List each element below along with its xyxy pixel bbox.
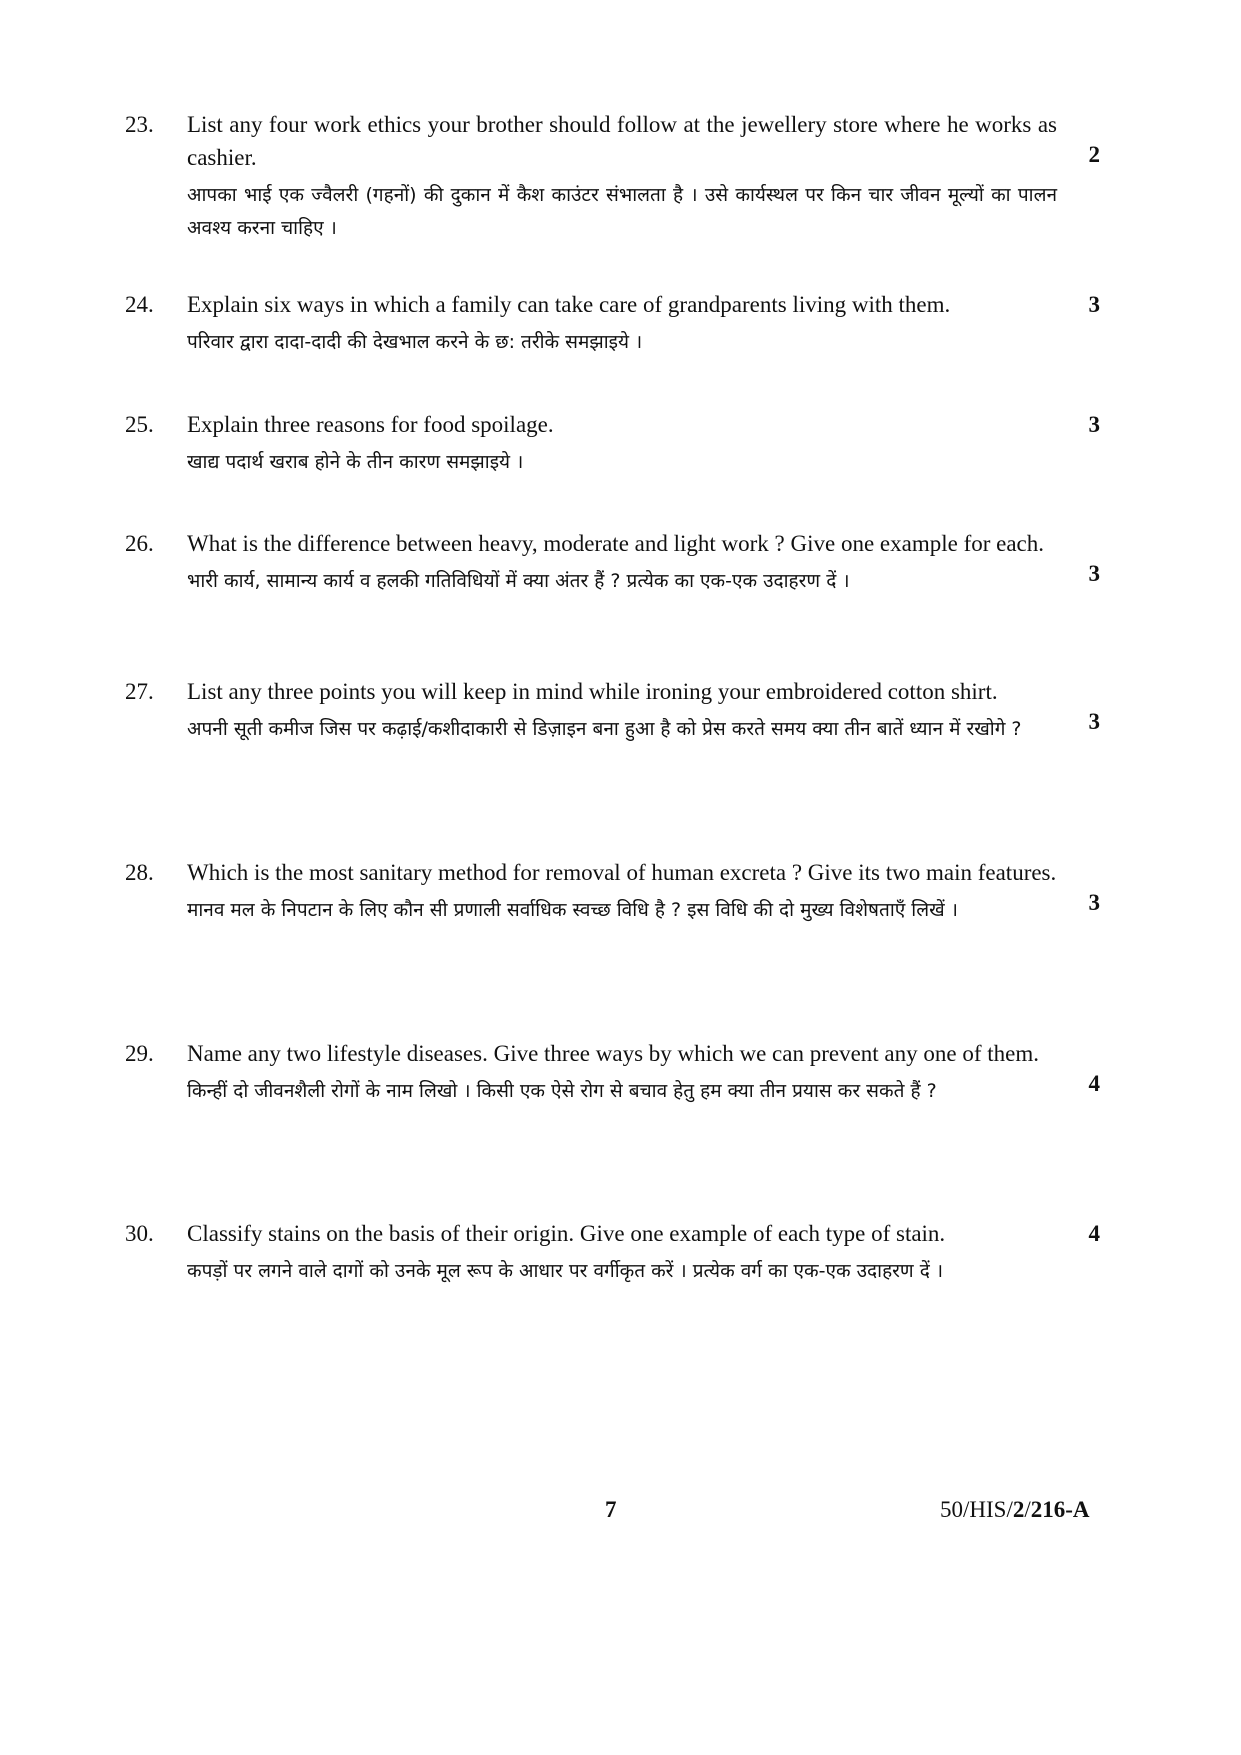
paper-code-part2: 216-A xyxy=(1030,1497,1090,1522)
question-text-english: What is the difference between heavy, moderate and light work ? Give one example for each. xyxy=(187,531,1045,556)
question-text-english: Which is the most sanitary method for removal of human excreta ? Give its two main features. xyxy=(187,860,1057,885)
question-text-hindi: आपका भाई एक ज्वैलरी (गहनों) की दुकान में कैश काउंटर संभालता है । उसे कार्यस्थल पर किन चार जीवन मूल्यों का पालन अवश्य करना चाहिए । xyxy=(187,184,1057,239)
paper-code-separator: / xyxy=(1024,1497,1031,1522)
question-marks: 4 xyxy=(1088,1221,1100,1246)
question-marks: 3 xyxy=(1088,561,1100,586)
question-number: 26. xyxy=(125,531,154,556)
paper-code-part1: 2 xyxy=(1012,1497,1025,1522)
question-number: 28. xyxy=(125,860,154,885)
question-text-english: Explain three reasons for food spoilage. xyxy=(187,412,554,437)
question-text-english: List any four work ethics your brother should follow at the jewellery store where he works as cashier. xyxy=(187,112,1057,170)
question-marks: 3 xyxy=(1088,292,1100,317)
page-number: 7 xyxy=(605,1497,617,1522)
question-number: 23. xyxy=(125,112,154,137)
question-text-hindi: खाद्य पदार्थ खराब होने के तीन कारण समझाइये । xyxy=(187,451,524,473)
question-text-english: Explain six ways in which a family can take care of grandparents living with them. xyxy=(187,292,951,317)
question-text-hindi: परिवार द्वारा दादा-दादी की देखभाल करने के छ: तरीके समझाइये । xyxy=(187,331,643,353)
question-text-hindi: कपड़ों पर लगने वाले दागों को उनके मूल रूप के आधार पर वर्गीकृत करें । प्रत्येक वर्ग का एक-एक उदाहरण दें । xyxy=(187,1260,944,1282)
question-number: 30. xyxy=(125,1221,154,1246)
question-number: 25. xyxy=(125,412,154,437)
question-text-hindi: भारी कार्य, सामान्य कार्य व हलकी गतिविधियों में क्या अंतर हैं ? प्रत्येक का एक-एक उदाहरण दें । xyxy=(187,570,850,592)
question-text-hindi: मानव मल के निपटान के लिए कौन सी प्रणाली सर्वाधिक स्वच्छ विधि है ? इस विधि की दो मुख्य विशेषताएँ लिखें । xyxy=(187,899,958,921)
question-text-english: Classify stains on the basis of their origin. Give one example of each type of stain. xyxy=(187,1221,946,1246)
question-text-english: Name any two lifestyle diseases. Give three ways by which we can prevent any one of them. xyxy=(187,1041,1039,1066)
question-marks: 4 xyxy=(1088,1071,1100,1096)
question-marks: 2 xyxy=(1088,142,1100,167)
question-number: 27. xyxy=(125,679,154,704)
paper-code-prefix: 50/HIS/ xyxy=(940,1497,1013,1522)
question-number: 29. xyxy=(125,1041,154,1066)
question-number: 24. xyxy=(125,292,154,317)
paper-code xyxy=(940,1497,1090,1523)
question-marks: 3 xyxy=(1088,709,1100,734)
question-text-hindi: किन्हीं दो जीवनशैली रोगों के नाम लिखो । किसी एक ऐसे रोग से बचाव हेतु हम क्या तीन प्रयास कर सकते हैं ? xyxy=(187,1080,937,1102)
question-text-hindi: अपनी सूती कमीज जिस पर कढ़ाई/कशीदाकारी से डिज़ाइन बना हुआ है को प्रेस करते समय क्या तीन बातें ध्यान में रखोगे ? xyxy=(187,718,1022,740)
question-marks: 3 xyxy=(1088,890,1100,915)
question-marks: 3 xyxy=(1088,412,1100,437)
question-text-english: List any three points you will keep in mind while ironing your embroidered cotton shirt. xyxy=(187,679,998,704)
